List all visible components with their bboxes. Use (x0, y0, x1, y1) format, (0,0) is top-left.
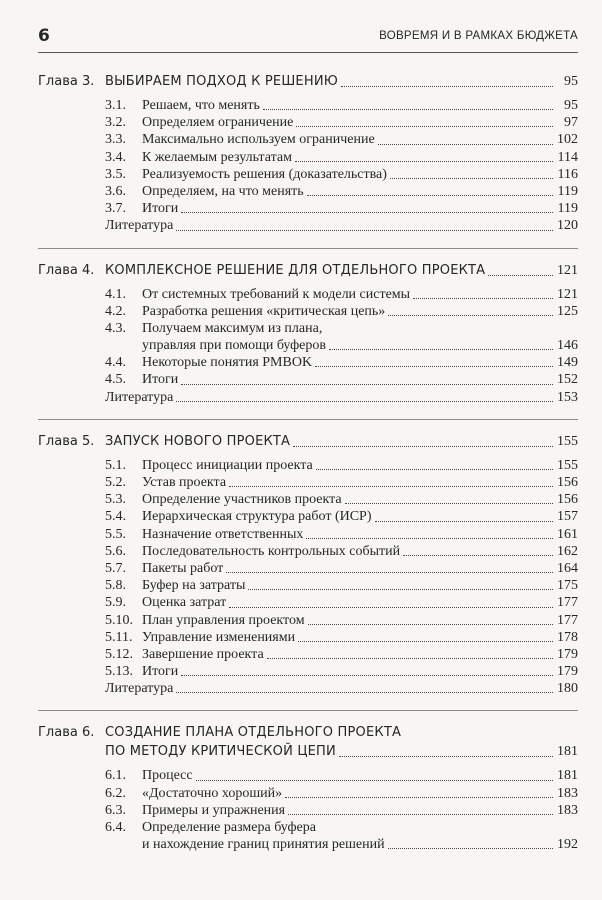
section-title: Примеры и упражнения (142, 802, 286, 818)
dot-leader (176, 676, 553, 693)
section-number: 4.1. (105, 286, 126, 302)
section-number: 3.4. (105, 149, 126, 165)
section-title: Последовательность контрольных событий (142, 543, 401, 559)
section-title: Процесс инициации проекта (142, 457, 313, 473)
dot-leader (296, 110, 553, 127)
page-ref: 183 (557, 802, 578, 818)
dot-leader (263, 93, 553, 110)
dot-leader (306, 522, 553, 539)
chapter-5 (38, 419, 578, 698)
section-number: 3.2. (105, 115, 126, 131)
page-ref: 119 (557, 201, 578, 217)
page-ref: 97 (564, 115, 578, 131)
page-ref: 181 (557, 744, 578, 760)
page-ref: 119 (557, 183, 578, 199)
section-title: Устав проекта (142, 475, 227, 490)
page-ref: 177 (557, 595, 578, 611)
section-number: 5.8. (105, 578, 126, 594)
dot-leader (226, 556, 553, 573)
page-ref: 181 (557, 768, 578, 784)
dot-leader (341, 68, 553, 87)
dot-leader (196, 763, 553, 780)
dot-leader (488, 257, 553, 276)
chapter-heading[interactable] (38, 72, 578, 91)
page-ref: 156 (557, 475, 578, 490)
section-title: Определяем ограничение (142, 115, 294, 131)
dot-leader (307, 179, 553, 196)
page-number: 6 (38, 26, 50, 46)
dot-leader (298, 625, 553, 642)
page-ref: 179 (557, 664, 578, 680)
section-title: План управления проектом (142, 612, 305, 628)
section-number: 5.4. (105, 509, 126, 525)
page-ref: 121 (557, 286, 578, 302)
dot-leader (375, 504, 553, 521)
page-ref: 120 (557, 218, 578, 234)
page-ref: 146 (557, 338, 578, 354)
dot-leader (378, 127, 553, 144)
chapter-title: КОМПЛЕКСНОЕ РЕШЕНИЕ ДЛЯ ОТДЕЛЬНОГО ПРОЕКТА (105, 262, 486, 278)
toc-literature[interactable] (38, 389, 578, 406)
section-number: 5.13. (105, 664, 133, 680)
dot-leader (388, 299, 553, 316)
section-title: Реализуемость решения (доказательства) (142, 166, 387, 182)
section-number: 3.3. (105, 132, 126, 148)
dot-leader (315, 350, 553, 367)
section-number: 5.12. (105, 646, 133, 662)
section-title: Пакеты работ (142, 560, 224, 576)
dot-leader (288, 798, 553, 815)
page-ref: 102 (557, 132, 578, 148)
section-number: 5.6. (105, 543, 126, 559)
section-title: Иерархическая структура работ (ИСР) (142, 509, 372, 525)
section-number: 3.5. (105, 166, 126, 182)
dot-leader (390, 162, 553, 179)
chapter-label: Глава 4. (38, 262, 95, 278)
section-title: Получаем максимум из плана, (142, 320, 323, 336)
dot-leader (293, 428, 553, 447)
chapter-heading-continuation[interactable] (38, 742, 578, 761)
section-number: 6.4. (105, 820, 126, 835)
section-title: Максимально используем ограничение (142, 132, 375, 148)
dot-leader (339, 738, 553, 757)
literature-title: Литература (105, 218, 174, 234)
page-ref: 157 (557, 509, 578, 525)
page-ref: 125 (557, 303, 578, 319)
section-title: Завершение проекта (142, 646, 264, 662)
chapter-title: ЗАПУСК НОВОГО ПРОЕКТА (105, 433, 291, 449)
section-title: От системных требований к модели системы (142, 286, 411, 302)
section-title: Процесс (142, 768, 193, 784)
section-title: Некоторые понятия PMBOK (142, 355, 313, 371)
page-ref: 116 (557, 166, 578, 182)
section-title: Определение размера буфера (142, 820, 316, 835)
running-title: ВОВРЕМЯ И В РАМКАХ БЮДЖЕТА (379, 30, 578, 42)
chapter-label: Глава 3. (38, 74, 95, 89)
section-number: 3.1. (105, 98, 126, 113)
section-title: Буфер на затраты (142, 578, 246, 594)
toc-entry-continuation[interactable] (38, 836, 578, 853)
section-title: Управление изменениями (142, 629, 296, 645)
dot-leader (229, 470, 553, 487)
chapter-heading[interactable] (38, 432, 578, 451)
page-ref: 164 (557, 560, 578, 576)
toc-entry[interactable] (38, 802, 578, 819)
section-number: 4.3. (105, 320, 126, 336)
dot-leader (176, 385, 553, 402)
section-number: 4.5. (105, 372, 126, 388)
dot-leader (403, 539, 553, 556)
section-title: К желаемым результатам (142, 149, 292, 165)
section-number: 5.11. (105, 629, 133, 645)
section-title: Назначение ответственных (142, 526, 304, 542)
page-ref: 155 (557, 433, 578, 449)
section-title: Итоги (142, 201, 179, 217)
chapter-6 (38, 710, 578, 853)
dot-leader (329, 333, 553, 350)
section-number: 5.3. (105, 492, 126, 508)
table-of-contents (0, 72, 602, 866)
page-ref: 192 (557, 837, 578, 853)
section-title: Итоги (142, 664, 179, 680)
section-number: 6.1. (105, 768, 126, 784)
page-header (38, 26, 578, 48)
section-title-line2: и нахождение границ принятия решений (142, 837, 385, 853)
section-number: 4.2. (105, 303, 126, 319)
section-title: Оценка затрат (142, 595, 227, 611)
dot-leader (248, 573, 553, 590)
section-title: Решаем, что менять (142, 98, 260, 113)
section-title: Определение участников проекта (142, 492, 342, 508)
chapter-label: Глава 5. (38, 433, 95, 449)
chapter-3 (38, 72, 578, 235)
page-ref: 149 (557, 355, 578, 371)
dot-leader (181, 196, 553, 213)
page-ref: 180 (557, 681, 578, 697)
page-ref: 177 (557, 612, 578, 628)
page-ref: 95 (564, 98, 578, 113)
dot-leader (345, 487, 553, 504)
literature-title: Литература (105, 389, 174, 405)
dot-leader (176, 213, 553, 230)
section-number: 5.7. (105, 560, 126, 576)
section-title: Разработка решения «критическая цепь» (142, 303, 386, 319)
chapter-label: Глава 6. (38, 725, 95, 741)
section-number: 3.6. (105, 183, 126, 199)
dot-leader (295, 145, 553, 162)
section-number: 3.7. (105, 201, 126, 217)
toc-entry[interactable] (38, 303, 578, 320)
chapter-title: СОЗДАНИЕ ПЛАНА ОТДЕЛЬНОГО ПРОЕКТА (105, 725, 402, 741)
dot-leader (181, 367, 553, 384)
chapter-heading[interactable] (38, 261, 578, 280)
toc-literature[interactable] (38, 680, 578, 697)
page-ref: 152 (557, 372, 578, 388)
dot-leader (229, 590, 553, 607)
page-ref: 155 (557, 457, 578, 473)
section-number: 5.1. (105, 457, 126, 473)
dot-leader (413, 282, 553, 299)
chapter-4 (38, 248, 578, 406)
section-number: 6.2. (105, 785, 126, 801)
chapter-title-line2: ПО МЕТОДУ КРИТИЧЕСКОЙ ЦЕПИ (105, 744, 336, 760)
section-number: 5.10. (105, 612, 133, 628)
dot-leader (308, 608, 553, 625)
section-title: Определяем, на что менять (142, 183, 304, 199)
page-ref: 178 (557, 629, 578, 645)
section-number: 6.3. (105, 802, 126, 818)
section-number: 4.4. (105, 355, 126, 371)
page-ref: 162 (557, 543, 578, 559)
section-title: Итоги (142, 372, 179, 388)
page-ref: 175 (557, 578, 578, 594)
page-ref: 95 (564, 74, 578, 89)
page-ref: 161 (557, 526, 578, 542)
dot-leader (388, 832, 553, 849)
page-ref: 114 (557, 149, 578, 165)
section-title: «Достаточно хороший» (142, 785, 283, 801)
section-number: 5.2. (105, 475, 126, 490)
chapter-title: ВЫБИРАЕМ ПОДХОД К РЕШЕНИЮ (105, 74, 338, 89)
section-title-line2: управляя при помощи буферов (142, 338, 326, 354)
toc-literature[interactable] (38, 217, 578, 234)
page-ref: 156 (557, 492, 578, 508)
header-rule (38, 52, 578, 53)
page-ref: 153 (557, 389, 578, 405)
page-ref: 183 (557, 785, 578, 801)
literature-title: Литература (105, 681, 174, 697)
section-number: 5.9. (105, 595, 126, 611)
page-ref: 121 (557, 262, 578, 278)
dot-leader (285, 781, 553, 798)
dot-leader (316, 453, 553, 470)
dot-leader (267, 642, 553, 659)
section-number: 5.5. (105, 526, 126, 542)
page-ref: 179 (557, 646, 578, 662)
dot-leader (181, 659, 553, 676)
